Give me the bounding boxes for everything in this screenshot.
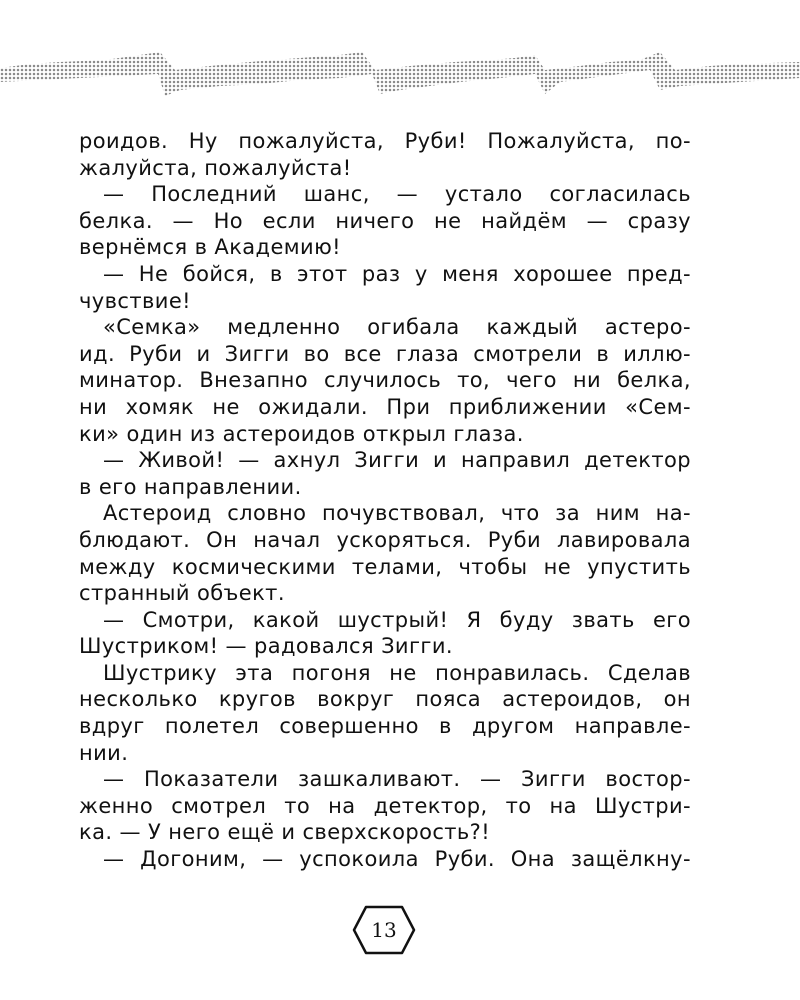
text-line: странный объект. (79, 581, 285, 606)
text-line: — Живой! — ахнул Зигги и направил детектор (103, 448, 691, 473)
text-line: вдруг полетел совершенно в другом направле- (79, 714, 691, 739)
text-line: роидов. Ну пожалуйста, Руби! Пожалуйста, по- (79, 129, 691, 153)
body-text (79, 128, 691, 873)
text-line: — Последний шанс, — устало согласилась (103, 182, 691, 207)
text-line: — Смотри, какой шустрый! Я буду звать его (103, 607, 691, 632)
text-line: ки» один из астероидов открыл глаза. (79, 421, 524, 446)
text-line: ид. Руби и Зигги во все глаза смотрели в иллю- (79, 341, 691, 366)
text-line: женно смотрел то на детектор, то на Шустри- (79, 793, 691, 818)
text-line: между космическими телами, чтобы не упустить (79, 554, 691, 579)
text-line: ка. — У него ещё и сверхскорость?! (79, 820, 491, 845)
text-line: жалуйста, пожалуйста! (79, 155, 352, 180)
text-line: нии. (79, 740, 129, 765)
page-number-label: 13 (371, 918, 397, 942)
text-line: блюдают. Он начал ускоряться. Руби лавировала (79, 527, 691, 552)
text-line: — Догоним, — успокоила Руби. Она защёлкну- (103, 847, 691, 872)
halftone-zigzag-band (0, 0, 800, 100)
text-line: ни хомяк не ожидали. При приближении «Сем- (79, 394, 691, 419)
text-line: в его направлении. (79, 474, 302, 499)
text-line: «Семка» медленно огибала каждый астеро- (103, 315, 691, 340)
text-line: Шустрику эта погоня не понравилась. Сделав (103, 660, 691, 685)
zigzag-band-shape (0, 52, 800, 96)
text-line: несколько кругов вокруг пояса астероидов, он (79, 687, 691, 712)
text-line: Астероид словно почувствовал, что за ним на- (103, 501, 691, 526)
text-line: Шустриком! — радовался Зигги. (79, 634, 453, 659)
text-line: — Не бойся, в этот раз у меня хорошее пред- (103, 261, 691, 286)
page-number (352, 905, 416, 955)
text-line: минатор. Внезапно случилось то, чего ни белка, (79, 368, 691, 393)
text-line: — Показатели зашкаливают. — Зигги востор- (103, 767, 691, 792)
text-line: вернёмся в Академию! (79, 235, 341, 260)
text-line: чувствие! (79, 288, 191, 313)
text-line: белка. — Но если ничего не найдём — сразу (79, 208, 691, 233)
